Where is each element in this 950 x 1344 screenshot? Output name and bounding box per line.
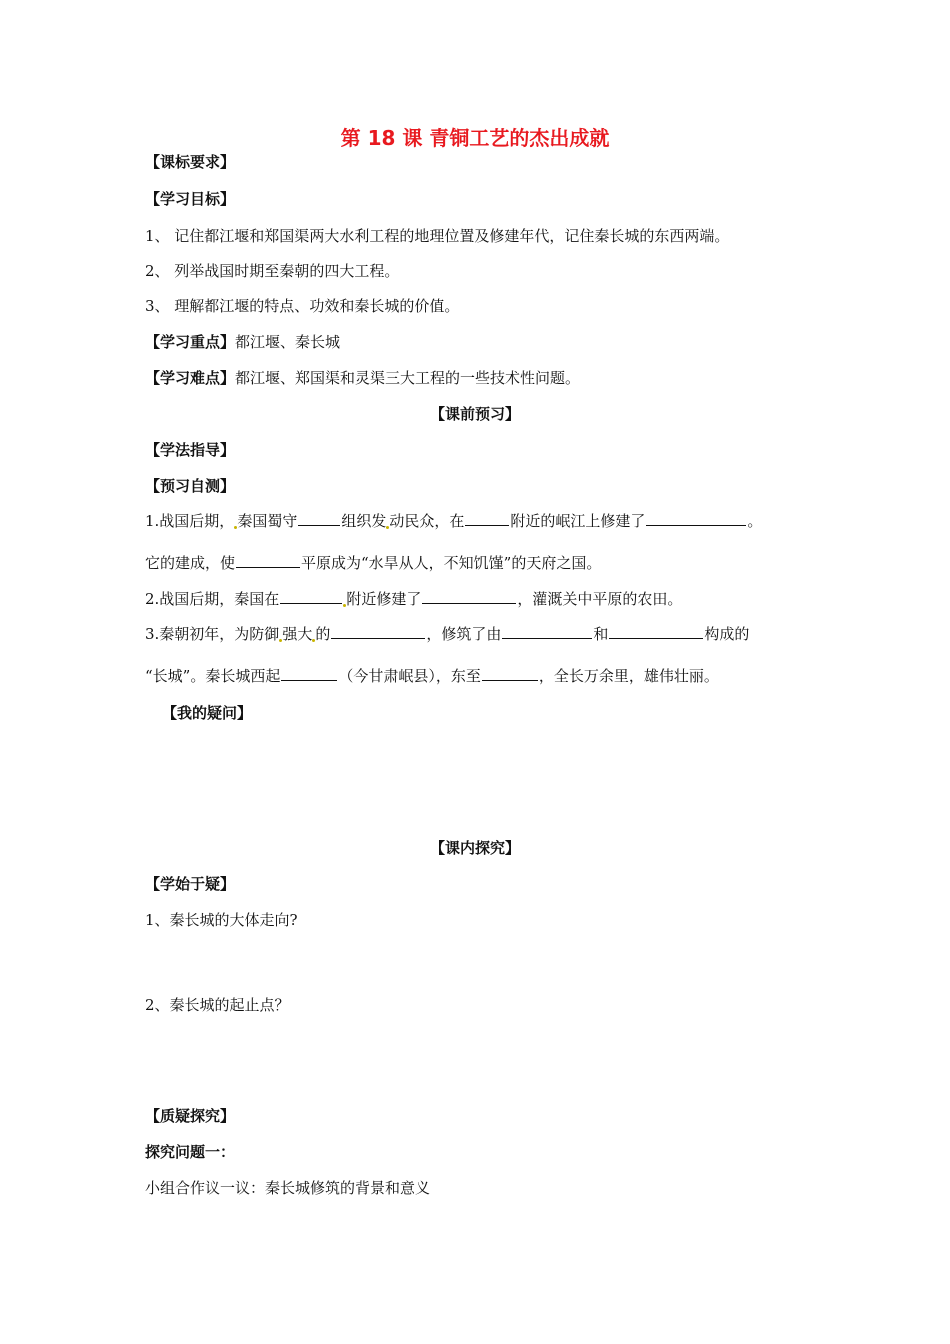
- answer-blank[interactable]: [465, 511, 509, 526]
- q3-text: 和: [593, 625, 609, 643]
- inquiry-question: 2、秦长城的起止点？: [145, 996, 290, 1014]
- task-text: 小组合作议一议：秦长城修筑的背景和意义: [145, 1179, 431, 1197]
- q2-text: 2.战国后期，秦国在: [145, 590, 280, 608]
- question-1-line-1: [145, 511, 762, 531]
- heading-yiwen: 【我的疑问】: [162, 704, 253, 722]
- answer-blank[interactable]: [646, 511, 746, 526]
- q2-text: ，灌溉关中平原的农田。: [517, 590, 683, 608]
- page-title: 第 18 课 青铜工艺的杰出成就: [340, 126, 610, 150]
- heading-shiyi: 【学始于疑】: [145, 875, 236, 893]
- q2-text: 附近修建了: [346, 590, 422, 608]
- answer-blank[interactable]: [280, 589, 342, 604]
- heading-preview: 【课前预习】: [429, 405, 520, 423]
- goal-item: 3、 理解都江堰的特点、功效和秦长城的价值。: [145, 297, 460, 315]
- heading-zice: 【预习自测】: [145, 477, 236, 495]
- answer-blank[interactable]: [422, 589, 516, 604]
- question-3-line-2: [145, 666, 719, 686]
- heading-wenti1: 探究问题一：: [145, 1143, 236, 1161]
- q3-text: 构成的: [704, 625, 750, 643]
- goal-item: 2、 列举战国时期至秦朝的四大工程。: [145, 262, 400, 280]
- heading-zhiyi: 【质疑探究】: [145, 1107, 236, 1125]
- q1-text: 它的建成，使: [145, 554, 236, 572]
- key-points-text: 都江堰、秦长城: [235, 333, 341, 351]
- heading-xuefa: 【学法指导】: [145, 441, 236, 459]
- q1-text: 组织发: [341, 512, 387, 530]
- question-3-line-1: [145, 624, 749, 644]
- q1-text: 秦国蜀守: [237, 512, 298, 530]
- difficult-points: [145, 368, 580, 388]
- q3-text: ，修筑了由: [426, 625, 502, 643]
- q1-text: 。: [747, 512, 763, 530]
- key-points: [145, 332, 340, 352]
- q1-text: 附近的岷江上修建了: [510, 512, 646, 530]
- difficult-points-text: 都江堰、郑国渠和灵渠三大工程的一些技术性问题。: [235, 369, 581, 387]
- heading-zhongdian: 【学习重点】: [145, 333, 236, 351]
- q3-text: ，全长万余里，雄伟壮丽。: [538, 667, 719, 685]
- question-1-line-2: [145, 553, 601, 573]
- answer-blank[interactable]: [502, 624, 592, 639]
- q3-text: “长城”。秦长城西起: [145, 667, 281, 685]
- answer-blank[interactable]: [331, 624, 425, 639]
- heading-nandian: 【学习难点】: [145, 369, 236, 387]
- q1-text: 1.战国后期，: [145, 512, 235, 530]
- answer-blank[interactable]: [281, 666, 337, 681]
- heading-mubiao: 【学习目标】: [145, 190, 236, 208]
- heading-explore: 【课内探究】: [429, 839, 520, 857]
- q3-text: 强大: [282, 625, 313, 643]
- answer-blank[interactable]: [236, 553, 300, 568]
- question-2: [145, 589, 682, 609]
- goal-item: 1、 记住都江堰和郑国渠两大水利工程的地理位置及修建年代，记住秦长城的东西两端。: [145, 227, 730, 245]
- q3-text: 3.秦朝初年，为防御: [145, 625, 280, 643]
- q3-text: 的: [315, 625, 331, 643]
- q1-text: 动民众，在: [389, 512, 465, 530]
- answer-blank[interactable]: [609, 624, 703, 639]
- answer-blank[interactable]: [482, 666, 538, 681]
- q1-text: 平原成为“水旱从人，不知饥馑”的天府之国。: [301, 554, 602, 572]
- heading-kebiao: 【课标要求】: [145, 153, 236, 171]
- answer-blank[interactable]: [298, 511, 340, 526]
- q3-text: （今甘肃岷县），东至: [338, 667, 481, 685]
- inquiry-question: 1、秦长城的大体走向?: [145, 911, 298, 929]
